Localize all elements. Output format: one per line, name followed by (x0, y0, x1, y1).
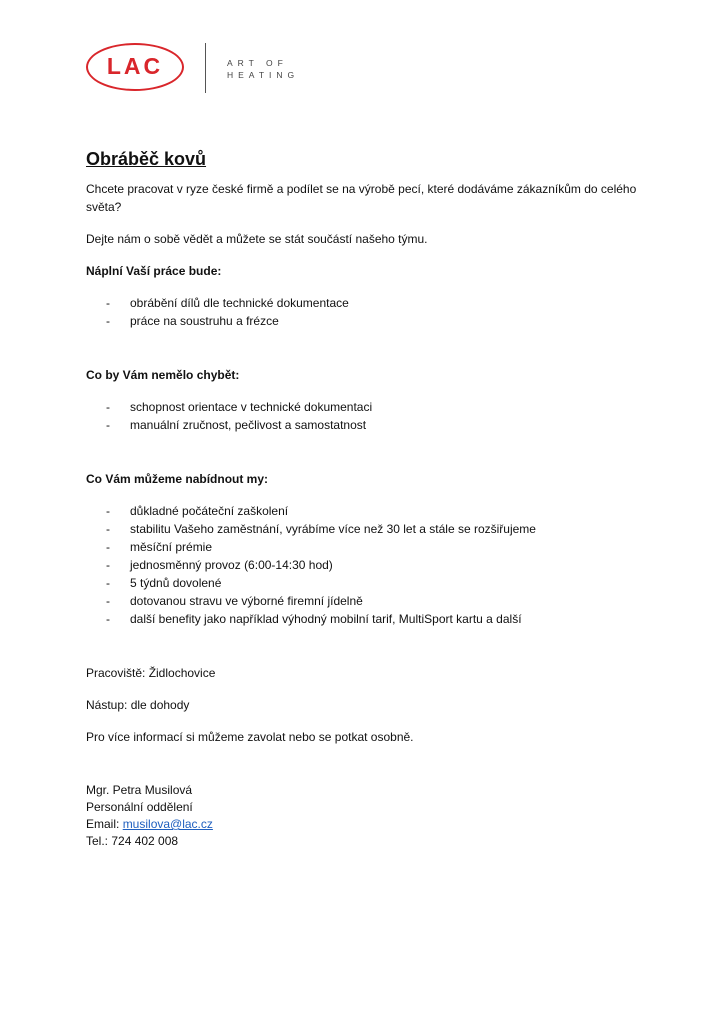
list-item: - měsíční prémie (106, 540, 213, 554)
bullet-dash: - (106, 418, 110, 432)
bullet-dash: - (106, 296, 110, 310)
section-heading-benefits: Co Vám můžeme nabídnout my: (86, 472, 269, 486)
list-item: - dotovanou stravu ve výborné firemní jídelně (106, 594, 363, 608)
bullet-dash: - (106, 558, 110, 572)
list-item: - 5 týdnů dovolené (106, 576, 222, 590)
contact-name: Mgr. Petra Musilová (86, 783, 193, 797)
bullet-dash: - (106, 314, 110, 328)
workplace-text: Pracoviště: Židlochovice (86, 666, 216, 680)
more-info-text: Pro více informací si můžeme zavolat nebo se potkat osobně. (86, 730, 414, 744)
contact-department: Personální oddělení (86, 800, 193, 814)
company-logo (86, 43, 306, 95)
section-heading-duties: Náplní Vaší práce bude: (86, 264, 222, 278)
bullet-dash: - (106, 594, 110, 608)
logo-tagline (227, 57, 299, 81)
list-item: - další benefity jako například výhodný mobilní tarif, MultiSport kartu a další (106, 612, 522, 626)
spacer (86, 760, 646, 782)
email-label: Email: (86, 817, 123, 831)
list-item: - jednosměnný provoz (6:00-14:30 hod) (106, 558, 333, 572)
list-item: - manuální zručnost, pečlivost a samostatnost (106, 418, 367, 432)
logo-tagline-line1: ART OF (227, 58, 288, 68)
logo-tagline-line2: HEATING (227, 70, 300, 80)
bullet-dash: - (106, 612, 110, 626)
contact-email-row (86, 816, 646, 833)
start-text: Nástup: dle dohody (86, 698, 190, 712)
page-title: Obráběč kovů (86, 149, 207, 169)
bullet-dash: - (106, 540, 110, 554)
benefits-list (86, 502, 646, 628)
section-heading-requirements: Co by Vám nemělo chybět: (86, 368, 240, 382)
email-link[interactable]: musilova@lac.cz (122, 817, 213, 831)
contact-phone: Tel.: 724 402 008 (86, 834, 179, 848)
intro-paragraph: Chcete pracovat v ryze české firmě a podílet se na výrobě pecí, které dodáváme zákazníkům do celého světa? (86, 182, 637, 214)
contact-block (86, 782, 646, 850)
requirements-list (86, 398, 646, 434)
intro-paragraph-2: Dejte nám o sobě vědět a můžete se stát součástí našeho týmu. (86, 232, 428, 246)
bullet-dash: - (106, 576, 110, 590)
logo-brand: LAC (106, 53, 164, 79)
logo-divider (205, 43, 206, 93)
spacer (86, 448, 646, 470)
list-item: - práce na soustruhu a frézce (106, 314, 279, 328)
spacer (86, 642, 646, 664)
duties-list (86, 294, 646, 330)
list-item: - obrábění dílů dle technické dokumentace (106, 296, 349, 310)
bullet-dash: - (106, 522, 110, 536)
list-item: - schopnost orientace v technické dokumentaci (106, 400, 373, 414)
list-item: - důkladné počáteční zaškolení (106, 504, 289, 518)
bullet-dash: - (106, 504, 110, 518)
bullet-dash: - (106, 400, 110, 414)
list-item: - stabilitu Vašeho zaměstnání, vyrábíme více než 30 let a stále se rozšiřujeme (106, 522, 536, 536)
document-body (86, 148, 646, 850)
spacer (86, 344, 646, 366)
